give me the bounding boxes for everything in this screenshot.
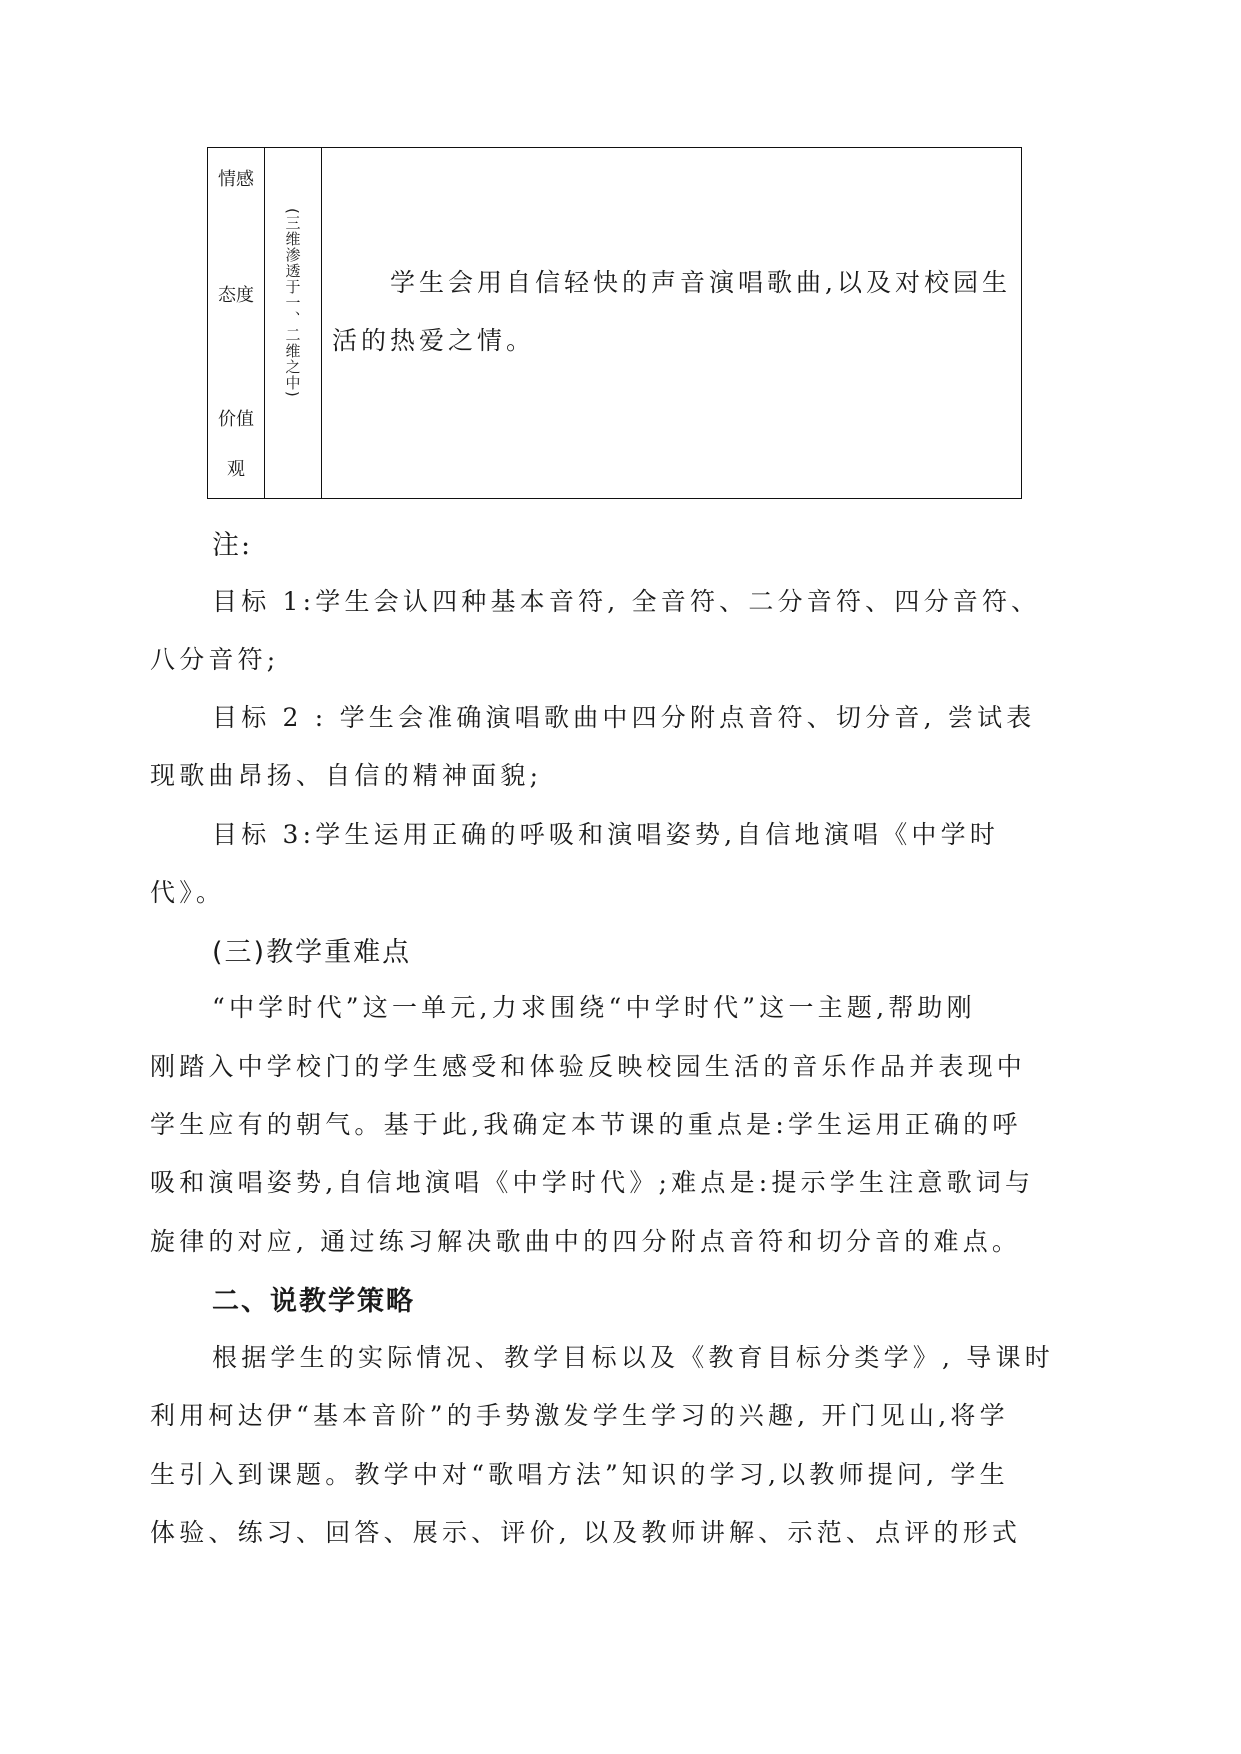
section-heading: (三)教学重难点	[212, 937, 412, 968]
goal2-line: 目标 2 : 学生会准确演唱歌曲中四分附点音符、切分音, 尝试表	[212, 703, 1036, 732]
vertical-note: (三维渗透于一、二维之中)	[283, 208, 302, 398]
paragraph-line: 生引入到课题。教学中对“歌唱方法”知识的学习,以教师提问, 学生	[150, 1460, 1009, 1489]
goal-content-cell	[322, 148, 1021, 498]
paragraph-line: 利用柯达伊“基本音阶”的手势激发学生学习的兴趣, 开门见山,将学	[150, 1401, 1009, 1430]
paragraph-line: 根据学生的实际情况、教学目标以及《教育目标分类学》, 导课时	[212, 1343, 1054, 1372]
goal2-line: 现歌曲昂扬、自信的精神面貌;	[150, 761, 543, 790]
category-label-part: 观	[227, 459, 245, 480]
paragraph-line: 体验、练习、回答、展示、评价, 以及教师讲解、示范、点评的形式	[150, 1518, 1022, 1547]
category-label-part: 态度	[218, 285, 254, 306]
category-label-part: 情感	[218, 169, 254, 190]
goal3-line: 代》。	[150, 878, 226, 907]
goal1-line: 目标 1:学生会认四种基本音符, 全音符、二分音符、四分音符、	[212, 587, 1041, 616]
goal-content-text: 学生会用自信轻快的声音演唱歌曲,以及对校园生活的热爱之情。	[332, 268, 1011, 355]
paragraph-line: 刚踏入中学校门的学生感受和体验反映校园生活的音乐作品并表现中	[150, 1052, 1027, 1081]
section-heading: 二、说教学策略	[212, 1286, 415, 1317]
goal3-line: 目标 3:学生运用正确的呼吸和演唱姿势,自信地演唱《中学时	[212, 820, 1000, 849]
paragraph-line: 吸和演唱姿势,自信地演唱《中学时代》;难点是:提示学生注意歌词与	[150, 1168, 1035, 1197]
vertical-note-cell	[265, 148, 322, 498]
goal-table	[207, 147, 1022, 499]
goal1-line: 八分音符;	[150, 645, 280, 674]
paragraph-line: “中学时代”这一单元,力求围绕“中学时代”这一主题,帮助刚	[212, 993, 976, 1022]
paragraph-line: 学生应有的朝气。基于此,我确定本节课的重点是:学生运用正确的呼	[150, 1110, 1022, 1139]
goal-category-cell	[208, 148, 265, 498]
paragraph-line: 旋律的对应, 通过练习解决歌曲中的四分附点音符和切分音的难点。	[150, 1227, 1022, 1256]
category-label-part: 价值	[218, 409, 254, 430]
note-title: 注:	[212, 530, 253, 561]
